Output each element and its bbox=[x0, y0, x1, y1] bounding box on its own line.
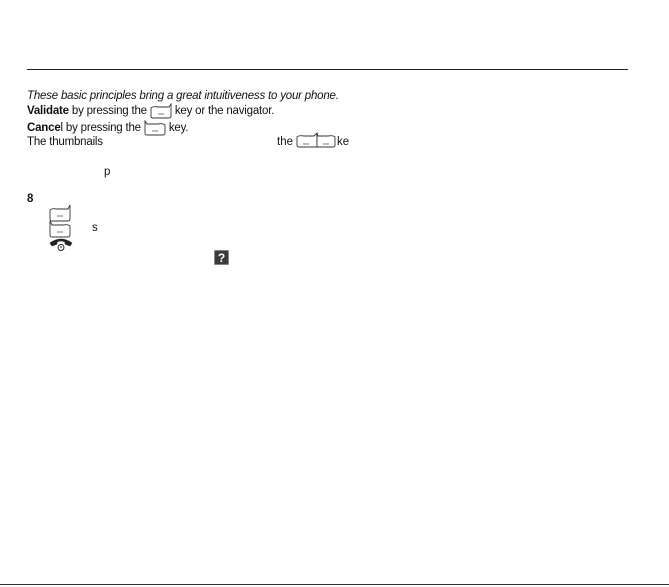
validate-after-key: key or the navigator. bbox=[171, 105, 275, 118]
footer-rule bbox=[0, 584, 669, 585]
dual-softkey-icon bbox=[296, 132, 336, 155]
svg-text:?: ? bbox=[217, 251, 226, 265]
left-softkey-icon bbox=[150, 103, 172, 119]
intro-text: These basic principles bring a great intuitiveness to your phone. bbox=[27, 90, 339, 102]
cancel-after-key: key. bbox=[165, 122, 189, 135]
validate-label: Validate bbox=[27, 105, 69, 118]
cancel-after-bold: l by pressing the bbox=[60, 122, 144, 135]
validate-before-key: by pressing the bbox=[68, 105, 150, 118]
help-icon bbox=[214, 250, 229, 270]
thumbnails-the: the bbox=[277, 136, 293, 148]
header-rule bbox=[27, 69, 628, 70]
validate-line bbox=[27, 103, 274, 119]
hangup-key-icon bbox=[49, 237, 73, 256]
fragment-p: p bbox=[104, 166, 111, 178]
thumbnails-ke: ke bbox=[337, 136, 350, 148]
section-number: 8 bbox=[27, 193, 34, 205]
thumbnails-text: The thumbnails bbox=[27, 136, 103, 148]
thumbnails-line bbox=[27, 135, 103, 149]
right-softkey-icon bbox=[144, 120, 166, 136]
fragment-s: s bbox=[92, 222, 98, 234]
cancel-label: Cance bbox=[27, 122, 61, 135]
cancel-line bbox=[27, 120, 188, 136]
